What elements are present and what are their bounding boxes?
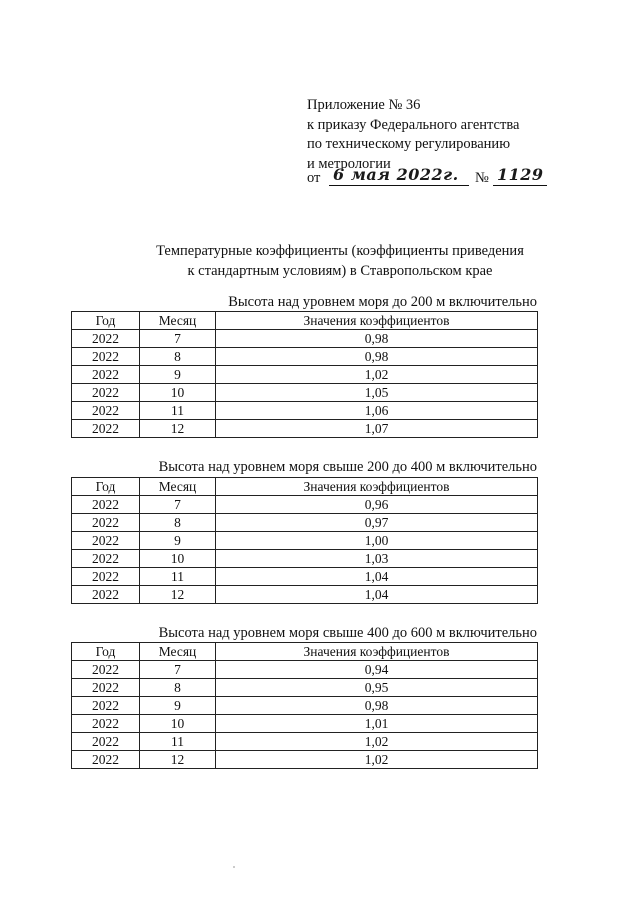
appendix-line: к приказу Федерального агентства	[307, 116, 520, 133]
table-row	[72, 420, 538, 438]
table-caption: Высота над уровнем моря до 200 м включительно	[228, 294, 537, 310]
cell-year: 2022	[72, 733, 140, 751]
cell-value: 1,02	[216, 366, 538, 384]
table-row	[72, 384, 538, 402]
cell-year: 2022	[72, 420, 140, 438]
cell-value: 1,04	[216, 586, 538, 604]
cell-value: 1,05	[216, 384, 538, 402]
cell-value: 0,98	[216, 348, 538, 366]
document-title	[80, 242, 600, 281]
cell-value: 1,01	[216, 715, 538, 733]
table-row	[72, 366, 538, 384]
cell-month: 8	[140, 679, 216, 697]
cell-month: 8	[140, 514, 216, 532]
cell-month: 11	[140, 402, 216, 420]
table-row	[72, 715, 538, 733]
cell-year: 2022	[72, 496, 140, 514]
table-header-row	[72, 643, 538, 661]
coefficients-table	[71, 477, 538, 604]
table-row	[72, 496, 538, 514]
cell-month: 7	[140, 330, 216, 348]
title-line: Температурные коэффициенты (коэффициенты приведения	[156, 243, 524, 259]
cell-value: 0,96	[216, 496, 538, 514]
cell-year: 2022	[72, 532, 140, 550]
table-row	[72, 679, 538, 697]
appendix-line: по техническому регулированию	[307, 136, 511, 152]
order-prefix: от	[307, 170, 321, 186]
header-value: Значения коэффициентов	[216, 478, 538, 496]
header-month: Месяц	[140, 478, 216, 496]
table-row	[72, 586, 538, 604]
cell-year: 2022	[72, 568, 140, 586]
table-row	[72, 532, 538, 550]
cell-month: 9	[140, 366, 216, 384]
header-month: Месяц	[140, 312, 216, 330]
header-value: Значения коэффициентов	[216, 643, 538, 661]
table-row	[72, 568, 538, 586]
cell-year: 2022	[72, 330, 140, 348]
cell-value: 1,03	[216, 550, 538, 568]
cell-year: 2022	[72, 661, 140, 679]
cell-year: 2022	[72, 715, 140, 733]
cell-month: 7	[140, 661, 216, 679]
cell-year: 2022	[72, 348, 140, 366]
table-header-row	[72, 478, 538, 496]
cell-month: 11	[140, 568, 216, 586]
coefficients-table	[71, 311, 538, 438]
header-year: Год	[72, 643, 140, 661]
cell-year: 2022	[72, 366, 140, 384]
cell-year: 2022	[72, 550, 140, 568]
header-year: Год	[72, 478, 140, 496]
table-row	[72, 697, 538, 715]
cell-value: 1,00	[216, 532, 538, 550]
cell-year: 2022	[72, 679, 140, 697]
cell-month: 12	[140, 751, 216, 769]
table-row	[72, 733, 538, 751]
order-number-handwritten: 1129	[493, 165, 547, 186]
table-caption: Высота над уровнем моря свыше 200 до 400 м включительно	[158, 459, 537, 475]
header-month: Месяц	[140, 643, 216, 661]
cell-value: 0,98	[216, 330, 538, 348]
cell-year: 2022	[72, 697, 140, 715]
table-row	[72, 514, 538, 532]
header-year: Год	[72, 312, 140, 330]
cell-value: 0,97	[216, 514, 538, 532]
coefficients-table	[71, 642, 538, 769]
table-row	[72, 330, 538, 348]
cell-month: 10	[140, 550, 216, 568]
cell-month: 10	[140, 715, 216, 733]
cell-month: 9	[140, 697, 216, 715]
cell-value: 1,06	[216, 402, 538, 420]
cell-value: 1,02	[216, 751, 538, 769]
cell-month: 10	[140, 384, 216, 402]
table-header-row	[72, 312, 538, 330]
cell-month: 12	[140, 420, 216, 438]
cell-month: 9	[140, 532, 216, 550]
cell-year: 2022	[72, 586, 140, 604]
cell-year: 2022	[72, 402, 140, 420]
cell-value: 0,94	[216, 661, 538, 679]
table-row	[72, 550, 538, 568]
appendix-line: и метрологии	[307, 155, 391, 172]
cell-value: 1,04	[216, 568, 538, 586]
cell-month: 7	[140, 496, 216, 514]
title-line: к стандартным условиям) в Ставропольском крае	[187, 262, 493, 279]
order-number-label: №	[475, 170, 489, 186]
cell-value: 0,98	[216, 697, 538, 715]
cell-month: 11	[140, 733, 216, 751]
table-row	[72, 751, 538, 769]
table-row	[72, 402, 538, 420]
table-row	[72, 661, 538, 679]
header-value: Значения коэффициентов	[216, 312, 538, 330]
cell-year: 2022	[72, 384, 140, 402]
appendix-header	[307, 96, 519, 174]
table-row	[72, 348, 538, 366]
order-date-handwritten: 6 мая 2022г.	[329, 165, 469, 186]
appendix-line: Приложение № 36	[307, 97, 421, 113]
cell-month: 8	[140, 348, 216, 366]
cell-value: 1,07	[216, 420, 538, 438]
cell-value: 0,95	[216, 679, 538, 697]
cell-year: 2022	[72, 514, 140, 532]
scan-speck	[233, 866, 235, 868]
cell-year: 2022	[72, 751, 140, 769]
table-caption: Высота над уровнем моря свыше 400 до 600 м включительно	[158, 625, 537, 641]
cell-value: 1,02	[216, 733, 538, 751]
cell-month: 12	[140, 586, 216, 604]
